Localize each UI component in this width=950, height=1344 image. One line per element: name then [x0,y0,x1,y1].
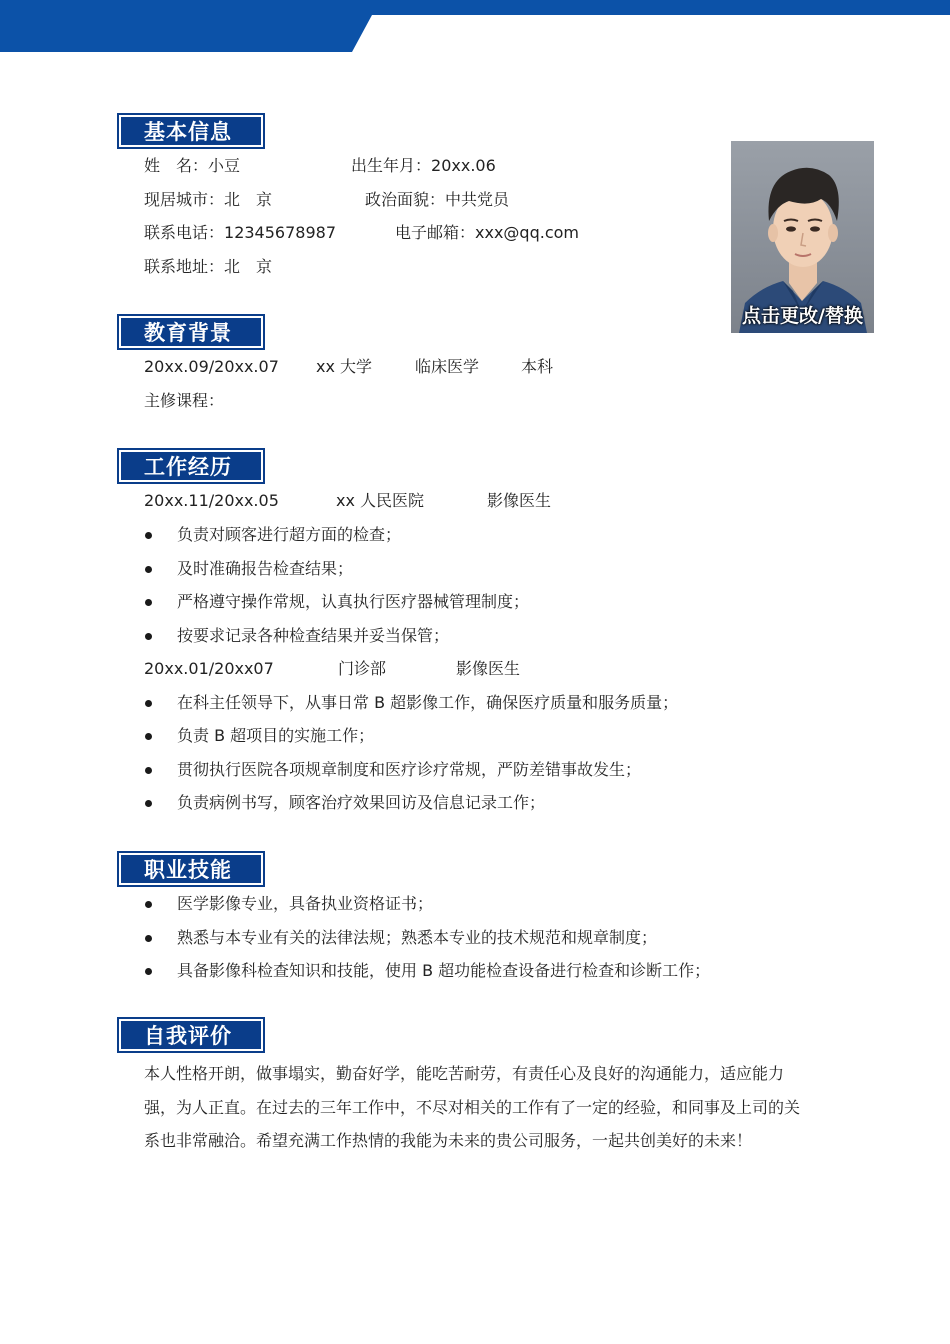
address-label: 联系地址： [144,257,225,276]
phone-row [144,222,336,244]
work-duty: 严格遵守操作常规，认真执行医疗器械管理制度； [177,592,530,611]
section-title: 工作经历 [144,455,232,479]
bullet-icon [145,901,152,908]
bullet-icon [145,767,152,774]
politics-label: 政治面貌： [365,190,446,209]
bullet-icon [145,935,152,942]
city-value: 北 京 [224,190,273,209]
bullet-icon [145,599,152,606]
bullet-icon [145,700,152,707]
self-evaluation-text: 本人性格开朗，做事塌实，勤奋好学，能吃苦耐劳，有责任心及良好的沟通能力，适应能力强，为人正直。在过去的三年工作中，不尽对相关的工作有了一定的经验，和同事及上司的关系也非常融洽。希望充满工作热情的我能为未来的贵公司服务，一起共创美好的未来！ [144,1064,801,1150]
work-role: 影像医生 [487,491,552,510]
education-courses-label: 主修课程： [144,391,225,410]
section-header-self-evaluation [117,1017,265,1053]
city-label: 现居城市： [144,190,225,209]
name-value: 小豆 [208,156,241,175]
section-header-skills [117,851,265,887]
work-duty: 负责病例书写，顾客治疗效果回访及信息记录工作； [177,793,546,812]
section-title: 职业技能 [144,858,232,882]
politics-row [365,189,509,211]
education-period: 20xx.09/20xx.07 [144,357,279,376]
section-header-work [117,448,265,484]
profile-photo[interactable] [731,141,874,333]
photo-change-caption[interactable]: 点击更改/替换 [742,305,863,327]
work-org: 门诊部 [338,659,387,678]
section-header-education [117,314,265,350]
address-value: 北 京 [224,257,273,276]
address-row [144,256,272,278]
work-duty: 在科主任领导下，从事日常 B 超影像工作，确保医疗质量和服务质量； [177,693,679,712]
work-duty: 按要求记录各种检查结果并妥当保管； [177,626,450,645]
education-degree: 本科 [521,357,554,376]
skill-item: 具备影像科检查知识和技能，使用 B 超功能检查设备进行检查和诊断工作； [177,961,711,980]
city-row [144,189,272,211]
work-duty: 负责对顾客进行超方面的检查； [177,525,402,544]
work-period: 20xx.01/20xx07 [144,659,274,678]
email-row [395,222,579,244]
top-decorative-band [0,0,950,52]
bullet-icon [145,566,152,573]
work-org: xx 人民医院 [336,491,425,510]
birth-value: 20xx.06 [431,156,496,175]
education-school: xx 大学 [316,357,373,376]
bullet-icon [145,532,152,539]
birth-label: 出生年月： [351,156,432,175]
birth-row [351,155,496,177]
politics-value: 中共党员 [445,190,510,209]
bullet-icon [145,968,152,975]
work-duty: 负责 B 超项目的实施工作； [177,726,375,745]
section-title: 基本信息 [144,120,232,144]
education-major: 临床医学 [415,357,480,376]
skill-item: 熟悉与本专业有关的法律法规；熟悉本专业的技术规范和规章制度； [177,928,658,947]
email-value: xxx@qq.com [475,223,579,242]
name-row [144,155,240,177]
bullet-icon [145,800,152,807]
skill-item: 医学影像专业，具备执业资格证书； [177,894,434,913]
work-role: 影像医生 [456,659,521,678]
bullet-icon [145,633,152,640]
work-duty: 及时准确报告检查结果； [177,559,354,578]
work-duty: 贯彻执行医院各项规章制度和医疗诊疗常规，严防差错事故发生； [177,760,642,779]
bullet-icon [145,733,152,740]
section-title: 自我评价 [144,1024,232,1048]
section-title: 教育背景 [144,321,232,345]
phone-label: 联系电话： [144,223,225,242]
name-label: 姓 名： [144,156,209,175]
email-label: 电子邮箱： [395,223,476,242]
phone-value: 12345678987 [224,223,336,242]
section-header-basic-info [117,113,265,149]
work-period: 20xx.11/20xx.05 [144,491,279,510]
